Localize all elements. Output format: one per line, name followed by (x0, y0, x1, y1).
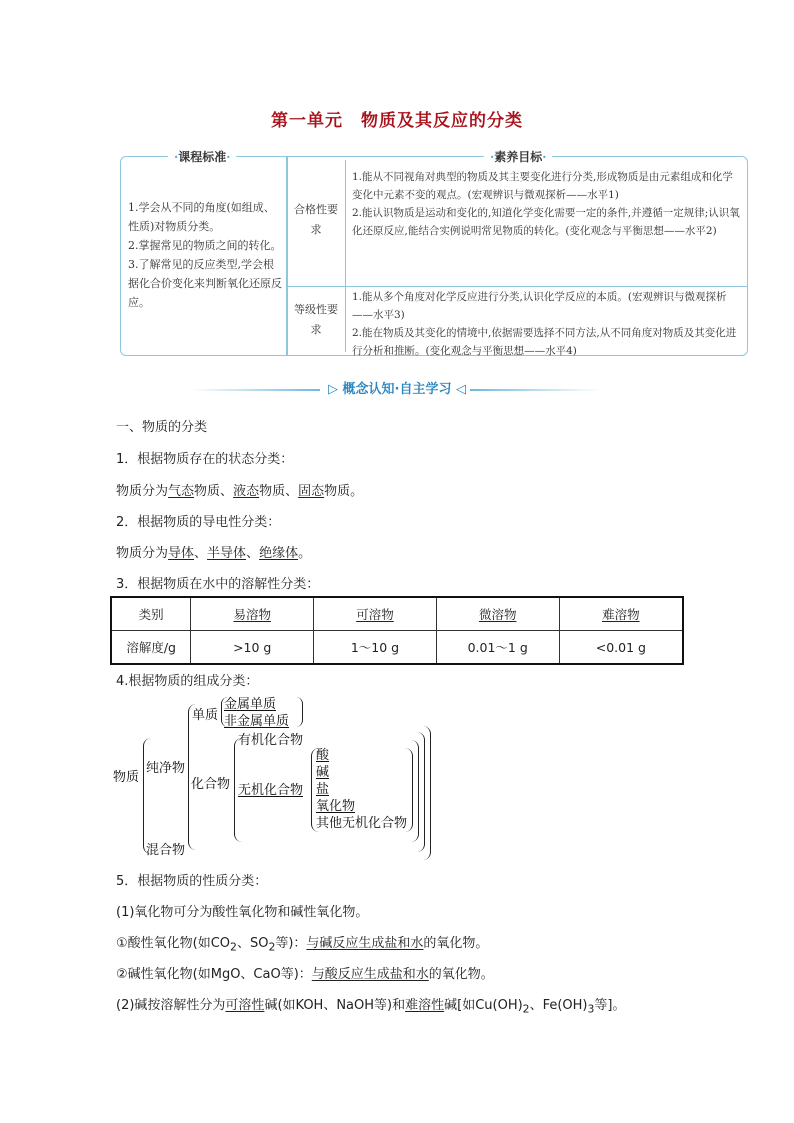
table-cell: 1～10 g (314, 631, 437, 665)
item4-heading: 4.根据物质的组成分类： (116, 674, 259, 689)
page-title: 第一单元 物质及其反应的分类 (271, 111, 523, 131)
tree-brace (143, 738, 152, 854)
answer-blank: 半导体 (207, 546, 247, 561)
tree-brace (296, 697, 303, 727)
course-standard-item: 1.学会从不同的角度(如组成、性质)对物质分类。 (128, 201, 275, 233)
level-qualified-label: 合格性要求 (294, 203, 338, 236)
answer-blank: 与碱反应生成盐和水 (306, 936, 424, 951)
table-cell: 溶解度/g (111, 631, 191, 665)
tree-organic: 有机化合物 (238, 733, 304, 748)
tree-acid: 酸 (316, 748, 330, 763)
level-graded-label: 等级性要求 (294, 303, 338, 336)
answer-blank: 气态 (168, 484, 195, 499)
answer-blank: 固态 (298, 484, 325, 499)
tree-other: 其他无机化合物 (316, 816, 408, 831)
goal-item: 1.能从多个角度对化学反应进行分类,认识化学反应的本质。(宏观辨识与微观探析——水平3) (352, 291, 727, 321)
item5-line3: ②碱性氧化物(如MgO、CaO等)：与酸反应生成盐和水的氧化物。 (116, 967, 494, 982)
item1-heading: 1．根据物质存在的状态分类： (116, 452, 294, 467)
goal-item: 1.能从不同视角对典型的物质及其主要变化进行分类,形成物质是由元素组成和化学变化中元素不变的观点。(宏观辨识与微观探析——水平1) (352, 171, 733, 201)
banner-arrow-left-icon: ▷ (327, 382, 343, 397)
table-cell: >10 g (191, 631, 314, 665)
item5-line1: (1)氧化物可分为酸性氧化物和碱性氧化物。 (116, 905, 369, 920)
tree-inorganic: 无机化合物 (238, 783, 304, 798)
course-standard-item: 2.掌握常见的物质之间的转化。 (128, 239, 282, 252)
item1-body: 物质分为气态物质、液态物质、固态物质。 (116, 484, 364, 499)
course-standard-header: ·课程标准· (168, 148, 236, 165)
tree-base: 碱 (316, 765, 330, 780)
table-cell: <0.01 g (559, 631, 683, 665)
answer-blank: 导体 (168, 546, 195, 561)
tree-oxide: 氧化物 (316, 799, 356, 814)
answer-blank: 绝缘体 (259, 546, 299, 561)
section-heading: 一、物质的分类 (116, 420, 208, 435)
table-cell: 易溶物 (191, 597, 314, 631)
table-cell: 难溶物 (559, 597, 683, 631)
item3-heading: 3．根据物质在水中的溶解性分类： (116, 577, 320, 592)
tree-metal: 金属单质 (224, 697, 277, 712)
item2-heading: 2．根据物质的导电性分类： (116, 515, 281, 530)
item5-line4: (2)碱按溶解性分为可溶性碱(如KOH、NaOH等)和难溶性碱[如$Cu(OH)_2$、$Fe(OH)_3$等]。 (116, 998, 626, 1016)
goal-item: 2.能认识物质是运动和变化的,知道化学变化需要一定的条件,并遵循一定规律;认识氧化还原反应,能结合实例说明常见物质的转化。(变化观念与平衡思想——水平2) (352, 207, 740, 237)
goal-item: 2.能在物质及其变化的情境中,依据需要选择不同方法,从不同角度对物质及其变化进行分析和推断。(变化观念与平衡思想——水平4) (352, 327, 737, 357)
tree-element: 单质 (192, 708, 219, 723)
tree-compound: 化合物 (191, 777, 231, 792)
tree-salt: 盐 (316, 782, 330, 797)
answer-blank: 液态 (233, 484, 260, 499)
answer-blank: 可溶性 (225, 998, 265, 1013)
answer-blank: 难溶性 (405, 998, 445, 1013)
table-cell: 微溶物 (436, 597, 559, 631)
table-cell: 0.01～1 g (436, 631, 559, 665)
item5-line2: ①酸性氧化物(如$CO_2$、$SO_2$等)：与碱反应生成盐和水的氧化物。 (116, 936, 489, 954)
answer-blank: 与酸反应生成盐和水 (311, 967, 429, 982)
course-standard-item: 3.了解常见的反应类型,学会根据化合价变化来判断氧化还原反应。 (128, 258, 282, 309)
tree-brace (416, 726, 431, 860)
tree-nonmetal: 非金属单质 (224, 714, 290, 729)
tree-mixture: 混合物 (146, 843, 186, 858)
tree-pure: 纯净物 (146, 761, 186, 776)
item5-heading: 5．根据物质的性质分类： (116, 874, 268, 889)
banner-arrow-right-icon: ◁ (451, 382, 466, 397)
table-cell: 可溶物 (314, 597, 437, 631)
literacy-goal-header: ·素养目标· (484, 148, 552, 165)
tree-root: 物质 (113, 770, 140, 785)
table-cell: 类别 (111, 597, 191, 631)
section-banner-label: ▷ 概念认知·自主学习 ◁ (327, 382, 466, 397)
item2-body: 物质分为导体、半导体、绝缘体。 (116, 546, 312, 561)
